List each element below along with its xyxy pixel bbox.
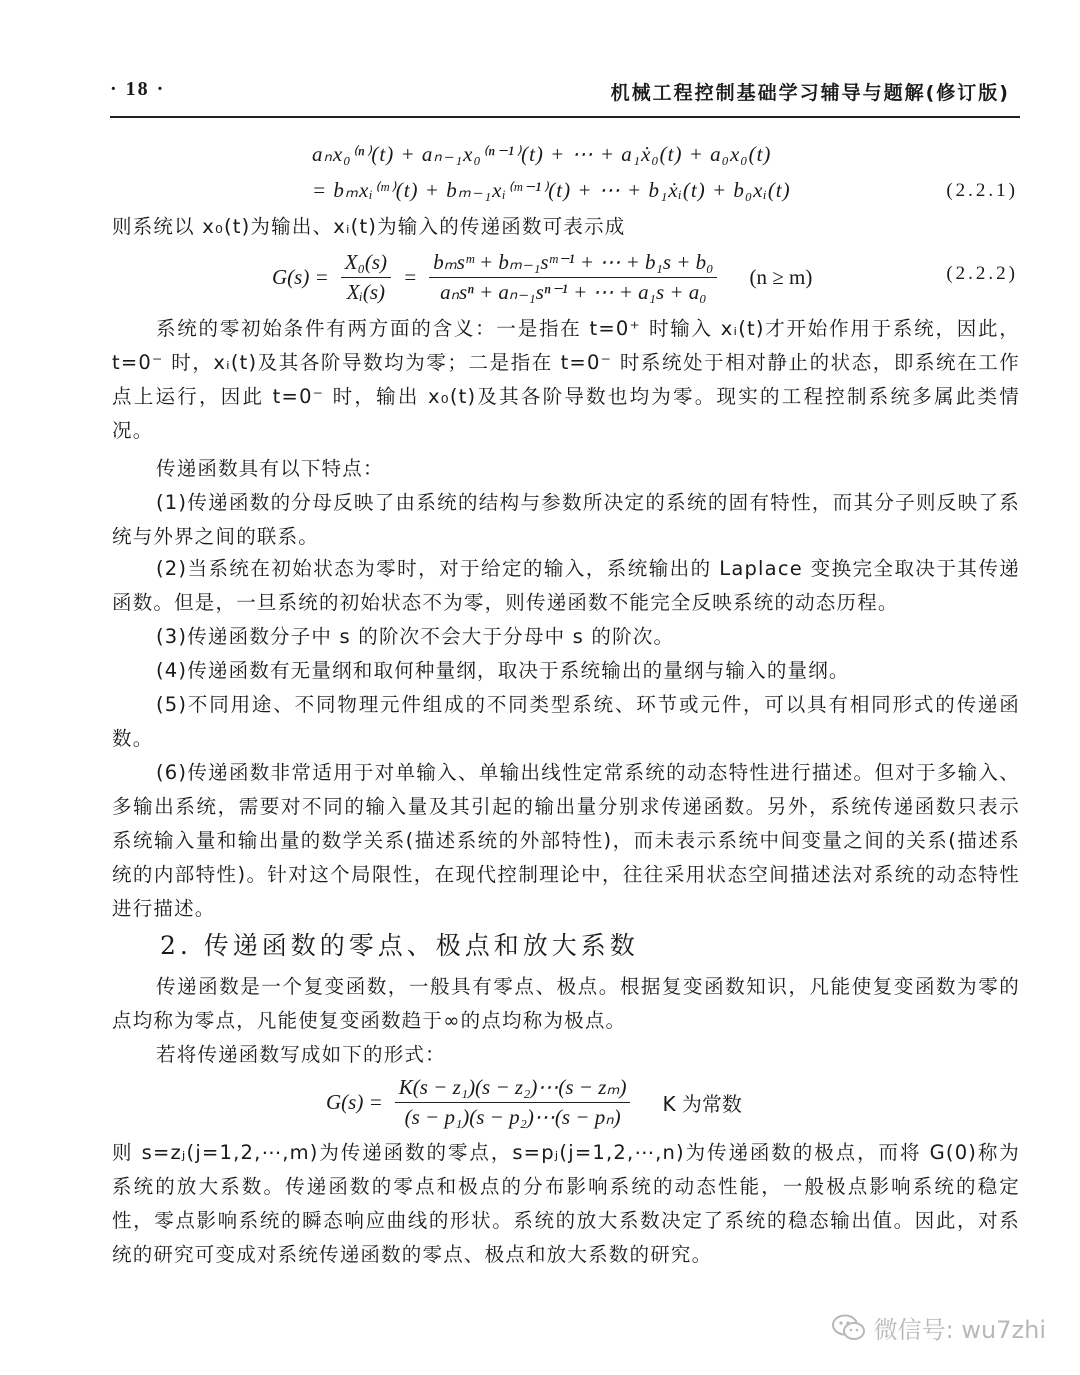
- feature-item: (6)传递函数非常适用于对单输入、单输出线性定常系统的动态特性进行描述。但对于多输入、多输出系统，需要对不同的输入量及其引起的输出量分别求传递函数。另外，系统传递函数只表示系统输入量和输出量的数学关系(描述系统的外部特性)，而未表示系统中间变量之间的关系(描述系统的内部特性)。针对这个局限性，在现代控制理论中，往往采用状态空间描述法对系统的动态特性进行描述。: [112, 761, 1020, 920]
- equation-2-2-1-line2: = bₘxᵢ⁽ᵐ⁾(t) + bₘ₋₁xᵢ⁽ᵐ⁻¹⁾(t) + ⋯ + b₁ẋᵢ(t) + b₀xᵢ(t): [312, 178, 791, 202]
- fraction-poly: [429, 250, 717, 305]
- fraction-x: [341, 250, 391, 305]
- paragraph-features-intro: 传递函数具有以下特点：: [156, 457, 384, 480]
- page-header: [110, 78, 1020, 108]
- equation-2-2-2: [272, 250, 812, 305]
- paragraph-zeros-poles-gain: 则 s=zⱼ(j=1,2,⋯,m)为传递函数的零点，s=pⱼ(j=1,2,⋯,n)为传递函数的极点，而将 G(0)称为系统的放大系数。传递函数的零点和极点的分布影响系统的动态性能，一般极点影响系统的稳定性，零点影响系统的瞬态响应曲线的形状。系统的放大系数决定了系统的稳态输出值。因此，对系统的研究可变成对系统传递函数的零点、极点和放大系数的研究。: [112, 1141, 1020, 1266]
- eq-zpk-lhs: G(s) =: [326, 1090, 383, 1114]
- fraction-zpk-numerator: K(s − z₁)(s − z₂)⋯(s − zₘ): [395, 1075, 631, 1103]
- paragraph-form-intro: 若将传递函数写成如下的形式：: [156, 1043, 446, 1066]
- feature-item: (3)传递函数分子中 s 的阶次不会大于分母中 s 的阶次。: [156, 625, 675, 648]
- eq-zpk-note: K 为常数: [662, 1092, 742, 1116]
- fraction-zpk-denominator: (s − p₁)(s − p₂)⋯(s − pₙ): [404, 1105, 621, 1129]
- wechat-icon: [832, 1314, 866, 1342]
- feature-item: (4)传递函数有无量纲和取何种量纲，取决于系统输出的量纲与输入的量纲。: [156, 659, 850, 682]
- paragraph-complex-function: 传递函数是一个复变函数，一般具有零点、极点。根据复变函数知识，凡能使复变函数为零的点均称为零点，凡能使复变函数趋于∞的点均称为极点。: [112, 975, 1020, 1032]
- feature-item: (2)当系统在初始状态为零时，对于给定的输入，系统输出的 Laplace 变换完全取决于其传递函数。但是，一旦系统的初始状态不为零，则传递函数不能完全反映系统的动态历程。: [112, 557, 1020, 614]
- equation-2-2-1-line1: aₙx₀⁽ⁿ⁾(t) + aₙ₋₁x₀⁽ⁿ⁻¹⁾(t) + ⋯ + a₁ẋ₀(t) + a₀x₀(t): [312, 142, 772, 166]
- equation-zpk: [326, 1075, 742, 1130]
- section-2-heading: 2. 传递函数的零点、极点和放大系数: [160, 931, 639, 960]
- watermark-text: 微信号: wu7zhi: [873, 1316, 1046, 1344]
- paragraph-zero-initial-conditions: 系统的零初始条件有两方面的含义：一是指在 t=0⁺ 时输入 xᵢ(t)才开始作用于系统，因此，t=0⁻ 时，xᵢ(t)及其各阶导数均为零；二是指在 t=0⁻ 时系统处于相对静止的状态，即系统在工作点上运行，因此 t=0⁻ 时，输出 x₀(t)及其各阶导数也均为零。现实的工程控制系统多属此类情况。: [112, 317, 1020, 442]
- eq-2-2-2-lhs: G(s) =: [272, 265, 329, 289]
- equation-number-2-2-2: (2.2.2): [946, 263, 1018, 284]
- wechat-watermark: [832, 1310, 1046, 1345]
- fraction-x-denominator: Xᵢ(s): [346, 280, 386, 304]
- paragraph-intro: 则系统以 x₀(t)为输出、xᵢ(t)为输入的传递函数可表示成: [112, 215, 626, 238]
- eq-2-2-2-equals: =: [403, 265, 418, 289]
- feature-item: (5)不同用途、不同物理元件组成的不同类型系统、环节或元件，可以具有相同形式的传递函数。: [112, 693, 1020, 750]
- fraction-poly-numerator: bₘsᵐ + bₘ₋₁sᵐ⁻¹ + ⋯ + b₁s + b₀: [429, 250, 717, 278]
- page-number: · 18 ·: [110, 78, 166, 100]
- fraction-poly-denominator: aₙsⁿ + aₙ₋₁sⁿ⁻¹ + ⋯ + a₁s + a₀: [440, 280, 707, 304]
- equation-number-2-2-1: (2.2.1): [946, 180, 1018, 201]
- fraction-x-numerator: X₀(s): [341, 250, 391, 278]
- eq-2-2-2-condition: (n ≥ m): [749, 265, 813, 289]
- feature-item: (1)传递函数的分母反映了由系统的结构与参数所决定的系统的固有特性，而其分子则反映了系统与外界之间的联系。: [112, 491, 1020, 548]
- book-title: 机械工程控制基础学习辅导与题解(修订版): [610, 82, 1010, 104]
- header-rule: [110, 116, 1020, 118]
- fraction-zpk: [395, 1075, 631, 1130]
